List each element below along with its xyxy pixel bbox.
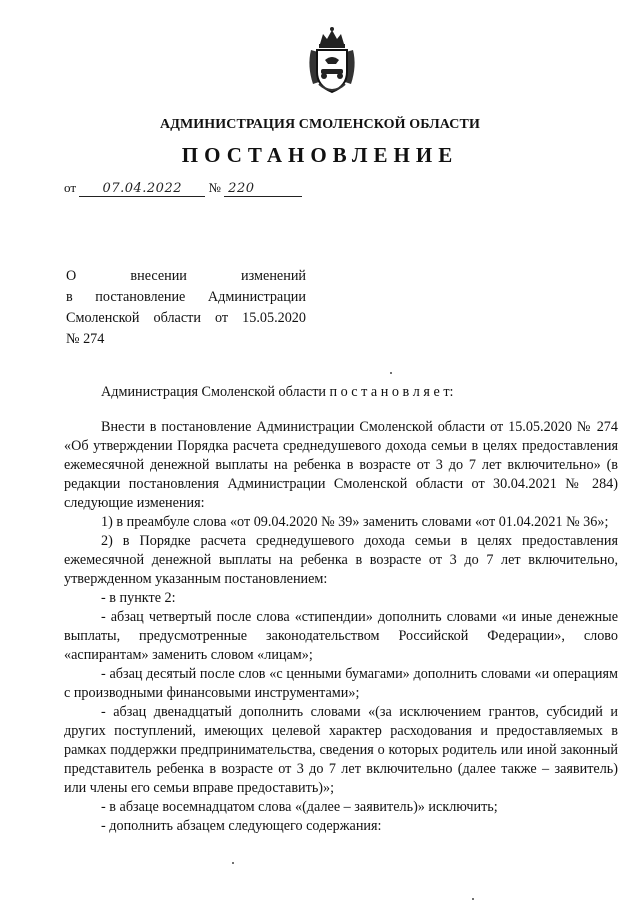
body-paragraph: - абзац десятый после слов «с ценными бумагами» дополнить словами «и операциям с производными финансовыми инструментами»; xyxy=(64,666,618,701)
scan-speck xyxy=(472,898,474,900)
date-prefix: от xyxy=(64,180,77,195)
subject-line: в постановление Администрации xyxy=(66,289,306,305)
subject-line: О внесении изменений xyxy=(66,268,306,284)
document-subject xyxy=(66,266,306,350)
date-number-line xyxy=(64,180,302,197)
document-number: 220 xyxy=(224,182,302,197)
scan-speck xyxy=(232,862,234,864)
document-type-title: ПОСТАНОВЛЕНИЕ xyxy=(181,143,459,167)
number-prefix: № xyxy=(208,180,221,195)
body-paragraph: - дополнить абзацем следующего содержания: xyxy=(101,818,382,834)
body-paragraph: 1) в преамбуле слова «от 09.04.2020 № 39» заменить словами «от 01.04.2021 № 36»; xyxy=(101,514,609,530)
subject-line: Смоленской области от 15.05.2020 xyxy=(66,310,306,326)
body-paragraph: - абзац четвертый после слова «стипендии» дополнить словами «и иные денежные выплаты, предусмотренные законодательством Российской Федерации», слово «аспирантам» заменить словом «лицам»; xyxy=(64,609,618,663)
document-body xyxy=(64,418,618,836)
body-paragraph: Внести в постановление Администрации Смоленской области от 15.05.2020 № 274 «Об утверждении Порядка расчета среднедушевого дохода семьи в целях предоставления ежемесячной денежной выплаты на ребенка в возрасте от 3 до 7 лет включительно» (в редакции постановления Администрации Смоленской области от 30.04.2021 № 284) следующие изменения: xyxy=(64,419,618,511)
document-date: 07.04.2022 xyxy=(79,182,205,197)
body-paragraph: - в абзаце восемнадцатом слова «(далее – заявитель)» исключить; xyxy=(101,799,498,815)
resolution-intro: Администрация Смоленской области п о с т а н о в л я е т: xyxy=(101,384,454,400)
body-paragraph: - абзац двенадцатый дополнить словами «(за исключением грантов, субсидий и других поступлений, имеющих целевой характер расходования и предоставляемых в рамках поддержки предпринимательства, сведения о которых родитель или иной законный представитель ребенка в возрасте от 3 до 7 лет включительно (далее также – заявитель) или члены его семьи вправе предоставить)»; xyxy=(64,704,618,796)
subject-line: № 274 xyxy=(66,331,105,347)
body-paragraph: - в пункте 2: xyxy=(101,590,176,606)
scan-speck xyxy=(390,372,392,374)
body-paragraph: 2) в Порядке расчета среднедушевого дохода семьи в целях предоставления ежемесячной денежной выплаты на ребенка в возрасте от 3 до 7 лет включительно, утвержденном указанным постановлением: xyxy=(64,533,618,587)
organization-title: АДМИНИСТРАЦИЯ СМОЛЕНСКОЙ ОБЛАСТИ xyxy=(160,117,480,132)
smolensk-coat-of-arms-icon xyxy=(301,26,363,96)
